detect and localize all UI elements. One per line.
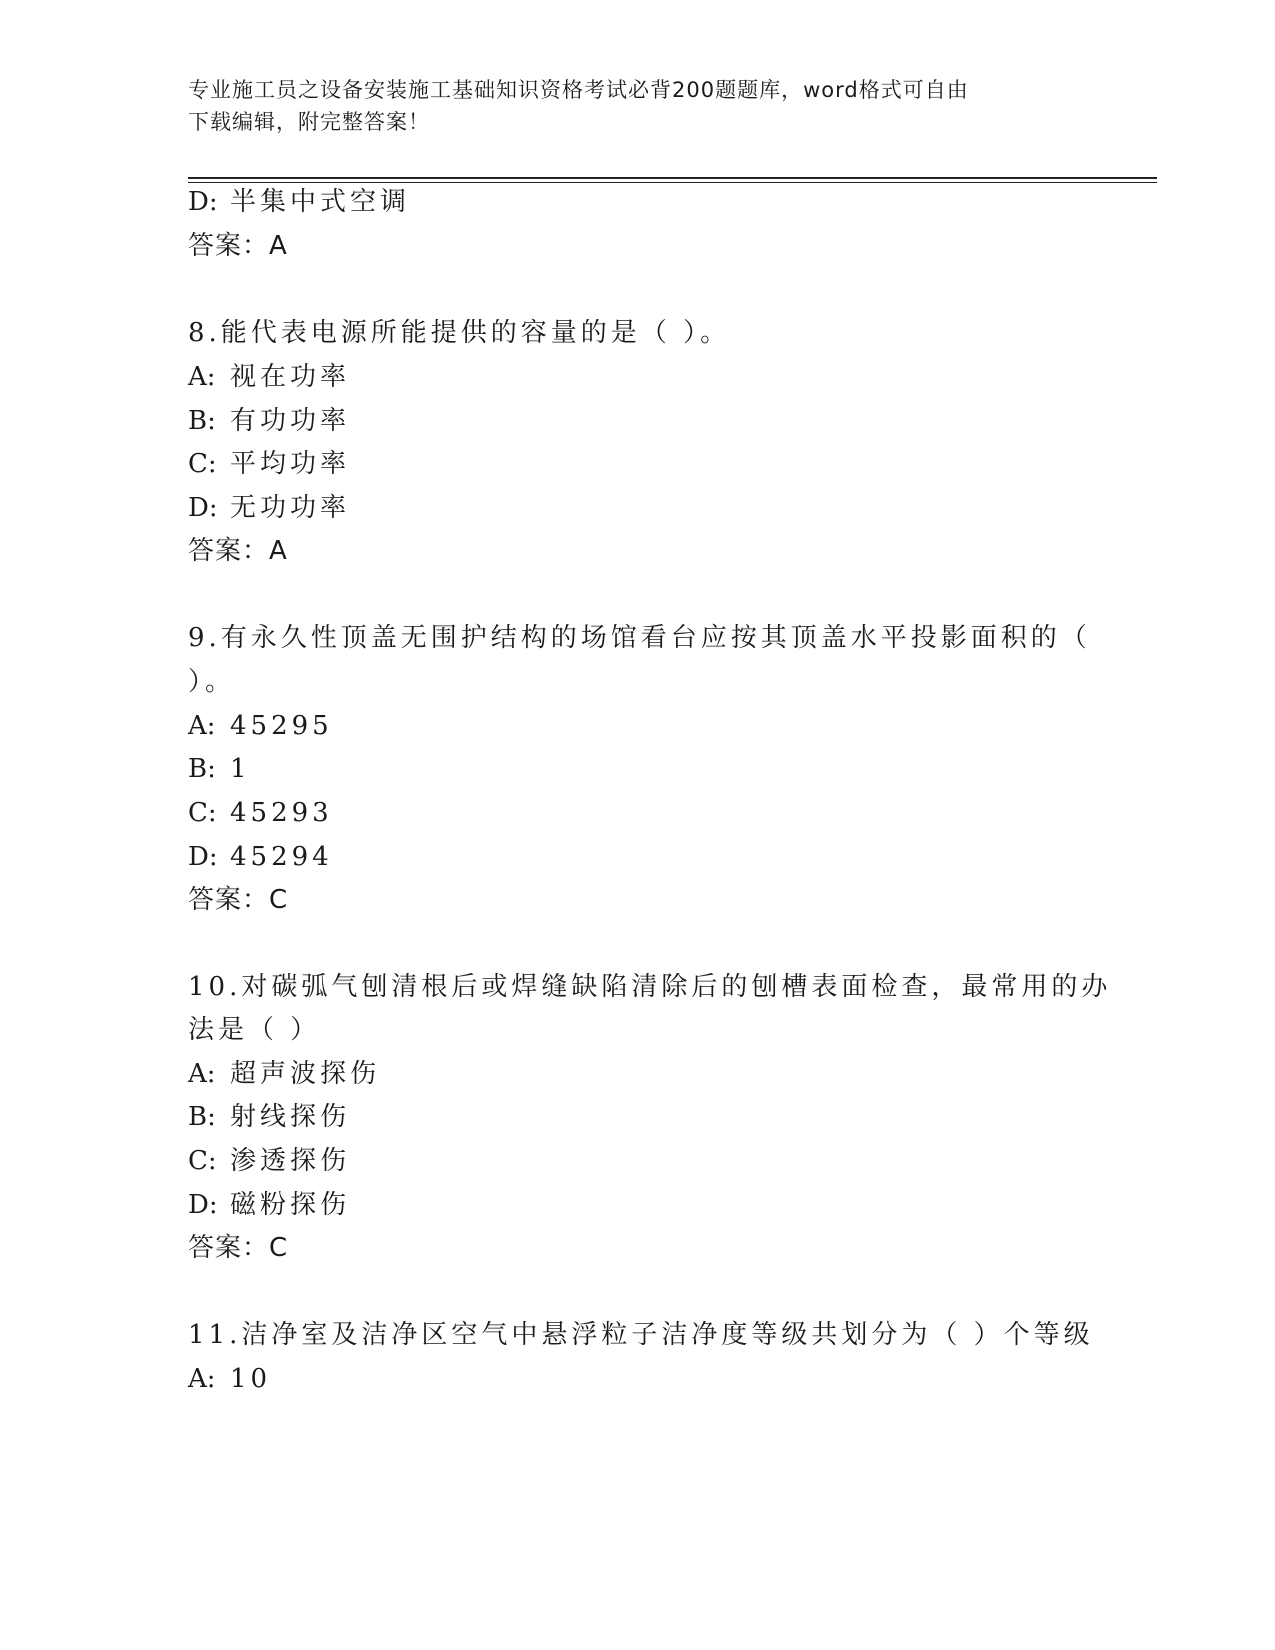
header-divider-thick — [188, 177, 1157, 179]
q10-option-d: D: 磁粉探伤 — [188, 1190, 351, 1220]
q8-option-b: B: 有功功率 — [188, 406, 351, 436]
option-d: D: 半集中式空调 — [188, 187, 411, 217]
question-9-line-2: ）。 — [188, 667, 236, 697]
q9-option-b: B: 1 — [188, 754, 251, 784]
option-text: 半集中式空调 — [230, 187, 411, 217]
q8-option-d: D: 无功功率 — [188, 493, 351, 523]
q10-option-b: B: 射线探伤 — [188, 1102, 351, 1132]
document-header — [188, 74, 1088, 138]
q9-answer: 答案：C — [188, 885, 289, 915]
q10-option-c: C: 渗透探伤 — [188, 1146, 351, 1176]
q8-option-c: C: 平均功率 — [188, 449, 351, 479]
question-10-line-2: 法是（ ） — [188, 1015, 321, 1045]
question-11: 11.洁净室及洁净区空气中悬浮粒子洁净度等级共划分为（ ）个等级 — [188, 1320, 1094, 1350]
q10-answer: 答案：C — [188, 1233, 289, 1263]
question-8: 8.能代表电源所能提供的容量的是（ ）。 — [188, 318, 731, 348]
q8-option-a: A: 视在功率 — [188, 362, 351, 392]
q10-option-a: A: 超声波探伤 — [188, 1059, 381, 1089]
header-line-1: 专业施工员之设备安装施工基础知识资格考试必背200题题库，word格式可自由 — [188, 78, 969, 102]
question-9-line-1: 9.有永久性顶盖无围护结构的场馆看台应按其顶盖水平投影面积的（ — [188, 623, 1091, 653]
answer-line: 答案：A — [188, 231, 288, 261]
q11-option-a: A: 10 — [188, 1364, 272, 1394]
header-line-2: 下载编辑，附完整答案！ — [188, 110, 430, 134]
question-10-line-1: 10.对碳弧气刨清根后或焊缝缺陷清除后的刨槽表面检查，最常用的办 — [188, 972, 1112, 1002]
q9-option-c: C: 45293 — [188, 798, 333, 828]
q9-option-a: A: 45295 — [188, 711, 333, 741]
header-divider-thin — [188, 182, 1157, 183]
q9-option-d: D: 45294 — [188, 842, 333, 872]
q8-answer: 答案：A — [188, 536, 288, 566]
